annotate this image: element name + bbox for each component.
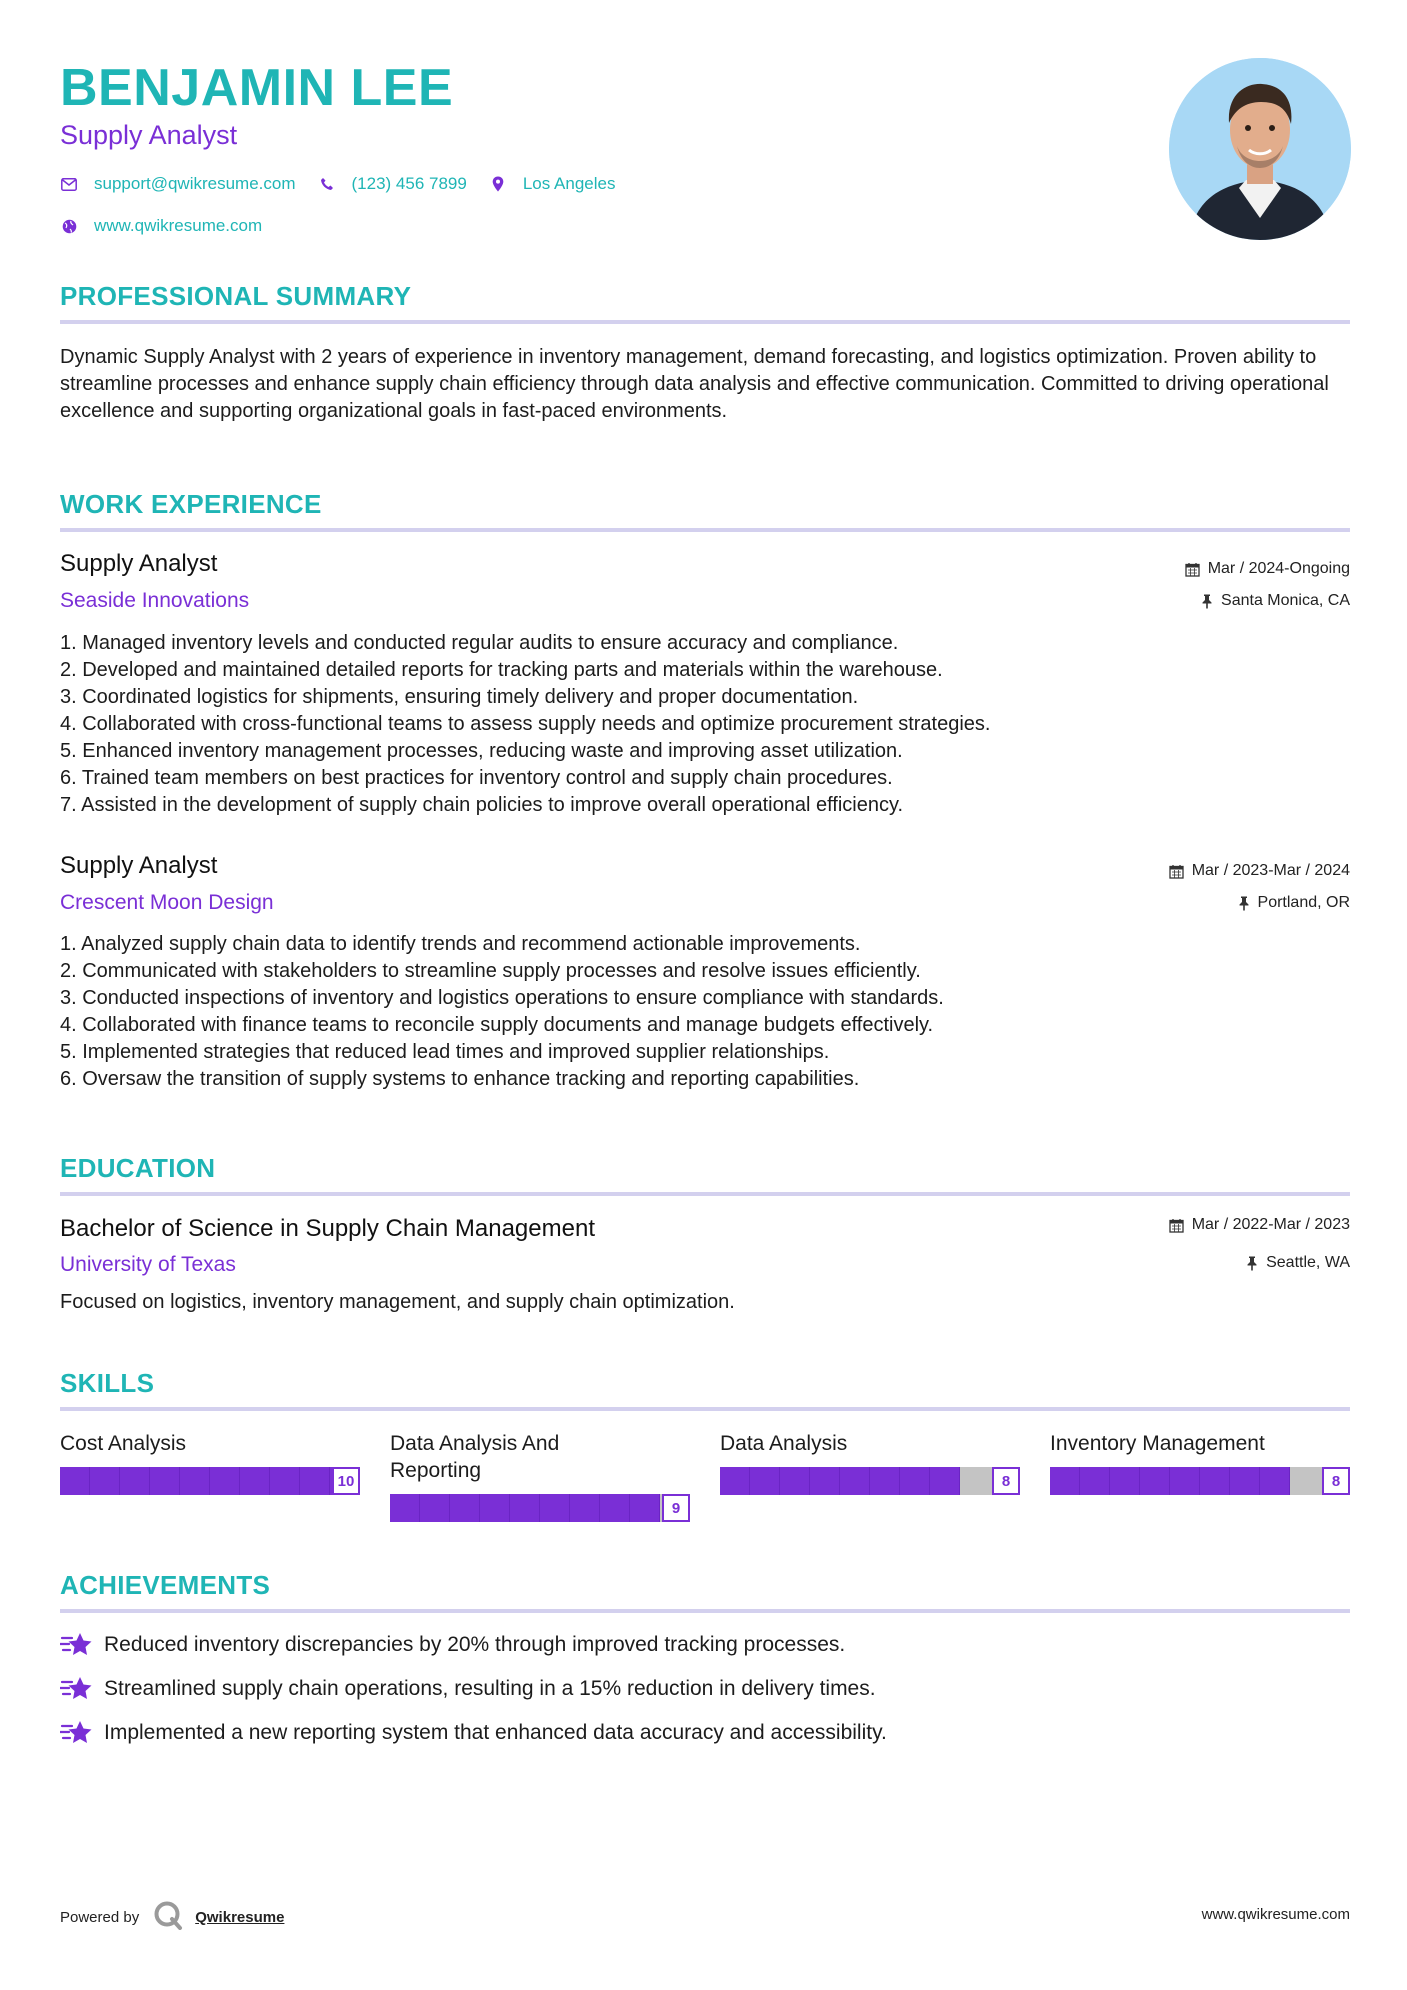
- footer-url[interactable]: www.qwikresume.com: [1201, 1906, 1350, 1923]
- list-item: 4. Collaborated with cross-functional teams to assess supply needs and optimize procurement strategies.: [60, 713, 991, 735]
- shooting-star-icon: [60, 1630, 94, 1660]
- contact-row-1: [60, 174, 637, 194]
- job-1-company: Seaside Innovations: [60, 589, 250, 612]
- achievement-item: [60, 1718, 887, 1748]
- skill-data-analysis-and-reporting: [390, 1430, 690, 1522]
- list-item: 6. Trained team members on best practices for inventory control and supply chain procedures.: [60, 767, 893, 789]
- skill-score: 8: [992, 1467, 1020, 1495]
- email-link[interactable]: support@qwikresume.com: [94, 174, 296, 193]
- job-2-location: [1238, 894, 1350, 912]
- phone-icon: [318, 175, 336, 193]
- list-item: 5. Enhanced inventory management processes, reducing waste and improving asset utilization.: [60, 740, 903, 762]
- achievement-item: [60, 1630, 845, 1660]
- skills-divider: [60, 1407, 1350, 1411]
- achievement-text: Reduced inventory discrepancies by 20% through improved tracking processes.: [104, 1633, 846, 1656]
- job-1-location-text: Santa Monica, CA: [1221, 592, 1350, 609]
- job-1-bullets: [60, 630, 1350, 819]
- calendar-icon: [1169, 864, 1184, 879]
- powered-by-label: Powered by: [60, 1908, 140, 1926]
- job-1-dates-text: Mar / 2024-Ongoing: [1207, 560, 1350, 577]
- experience-divider: [60, 528, 1350, 532]
- education-school: University of Texas: [60, 1253, 236, 1276]
- shooting-star-icon: [60, 1718, 94, 1748]
- skill-score: 10: [332, 1467, 360, 1495]
- skill-rating-bar: [390, 1494, 690, 1522]
- list-item: 4. Collaborated with finance teams to reconcile supply documents and manage budgets effectively.: [60, 1014, 934, 1036]
- summary-text: Dynamic Supply Analyst with 2 years of experience in inventory management, demand forecasting, and logistics optimization. Proven ability to streamline processes and enhance supply chain efficiency through data analysis and effective communication. Committed to driving operational excellence and supporting organizational goals in fast-paced environments.: [60, 346, 1329, 422]
- job-2-title: Supply Analyst: [60, 852, 218, 879]
- pushpin-icon: [1201, 594, 1213, 609]
- location-pin-icon: [489, 175, 507, 193]
- skill-name: Data Analysis And Reporting: [390, 1432, 560, 1482]
- contact-row-2: [60, 216, 284, 236]
- summary-divider: [60, 320, 1350, 324]
- website-link[interactable]: www.qwikresume.com: [94, 216, 263, 235]
- summary-heading: PROFESSIONAL SUMMARY: [60, 281, 412, 311]
- education-location: [1246, 1254, 1350, 1272]
- job-1-title: Supply Analyst: [60, 550, 218, 577]
- skill-score: 9: [662, 1494, 690, 1522]
- list-item: 1. Managed inventory levels and conducted regular audits to ensure accuracy and compliance.: [60, 632, 899, 654]
- skill-rating-bar: [1050, 1467, 1350, 1495]
- skill-data-analysis: [720, 1430, 1020, 1495]
- education-dates: [1169, 1216, 1350, 1234]
- experience-heading: WORK EXPERIENCE: [60, 489, 322, 519]
- skill-name: Cost Analysis: [60, 1432, 187, 1455]
- list-item: 2. Developed and maintained detailed reports for tracking parts and materials within the warehouse.: [60, 659, 943, 681]
- list-item: 6. Oversaw the transition of supply systems to enhance tracking and reporting capabilities.: [60, 1068, 860, 1090]
- list-item: 2. Communicated with stakeholders to streamline supply processes and resolve issues efficiently.: [60, 960, 921, 982]
- shooting-star-icon: [60, 1674, 94, 1704]
- skill-inventory-management: [1050, 1430, 1350, 1495]
- skill-rating-bar: [720, 1467, 1020, 1495]
- achievements-divider: [60, 1609, 1350, 1613]
- education-divider: [60, 1192, 1350, 1196]
- achievement-item: [60, 1674, 876, 1704]
- phone-number[interactable]: (123) 456 7899: [351, 174, 467, 193]
- skill-rating-bar: [60, 1467, 360, 1495]
- location-text: Los Angeles: [522, 174, 616, 193]
- achievement-text: Implemented a new reporting system that enhanced data accuracy and accessibility.: [104, 1721, 887, 1744]
- job-2-company: Crescent Moon Design: [60, 891, 274, 914]
- skill-score: 8: [1322, 1467, 1350, 1495]
- list-item: 5. Implemented strategies that reduced lead times and improved supplier relationships.: [60, 1041, 830, 1063]
- qwikresume-logo-icon: [153, 1900, 183, 1934]
- job-1-dates: [1185, 560, 1350, 578]
- resume-page: [60, 0, 1350, 1990]
- list-item: 3. Conducted inspections of inventory and logistics operations to ensure compliance with standards.: [60, 987, 944, 1009]
- candidate-title: Supply Analyst: [60, 120, 238, 150]
- job-2-bullets: [60, 931, 1350, 1093]
- job-2-dates-text: Mar / 2023-Mar / 2024: [1191, 862, 1350, 879]
- job-2-location-text: Portland, OR: [1257, 894, 1350, 911]
- pushpin-icon: [1238, 896, 1250, 911]
- achievement-text: Streamlined supply chain operations, resulting in a 15% reduction in delivery times.: [104, 1677, 876, 1700]
- education-description: Focused on logistics, inventory management, and supply chain optimization.: [60, 1291, 735, 1313]
- skill-name: Data Analysis: [720, 1432, 848, 1455]
- education-location-text: Seattle, WA: [1266, 1254, 1350, 1271]
- list-item: 1. Analyzed supply chain data to identify trends and recommend actionable improvements.: [60, 933, 861, 955]
- skill-name: Inventory Management: [1050, 1432, 1265, 1455]
- calendar-icon: [1185, 562, 1200, 577]
- skills-heading: SKILLS: [60, 1368, 155, 1398]
- skill-cost-analysis: [60, 1430, 360, 1495]
- pushpin-icon: [1246, 1256, 1258, 1271]
- calendar-icon: [1169, 1218, 1184, 1233]
- job-2-dates: [1169, 862, 1350, 880]
- achievements-heading: ACHIEVEMENTS: [60, 1570, 271, 1600]
- list-item: 3. Coordinated logistics for shipments, ensuring timely delivery and proper documentation.: [60, 686, 859, 708]
- job-1-location: [1201, 592, 1350, 610]
- list-item: 7. Assisted in the development of supply chain policies to improve overall operational efficiency.: [60, 794, 904, 816]
- footer-powered-by: [60, 1900, 284, 1934]
- education-degree: Bachelor of Science in Supply Chain Management: [60, 1215, 595, 1242]
- avatar: [1169, 58, 1351, 240]
- email-icon: [60, 175, 78, 193]
- education-dates-text: Mar / 2022-Mar / 2023: [1191, 1216, 1350, 1233]
- education-heading: EDUCATION: [60, 1153, 216, 1183]
- candidate-name: BENJAMIN LEE: [60, 59, 454, 117]
- globe-icon: [60, 217, 78, 235]
- qwikresume-link[interactable]: Qwikresume: [195, 1908, 285, 1926]
